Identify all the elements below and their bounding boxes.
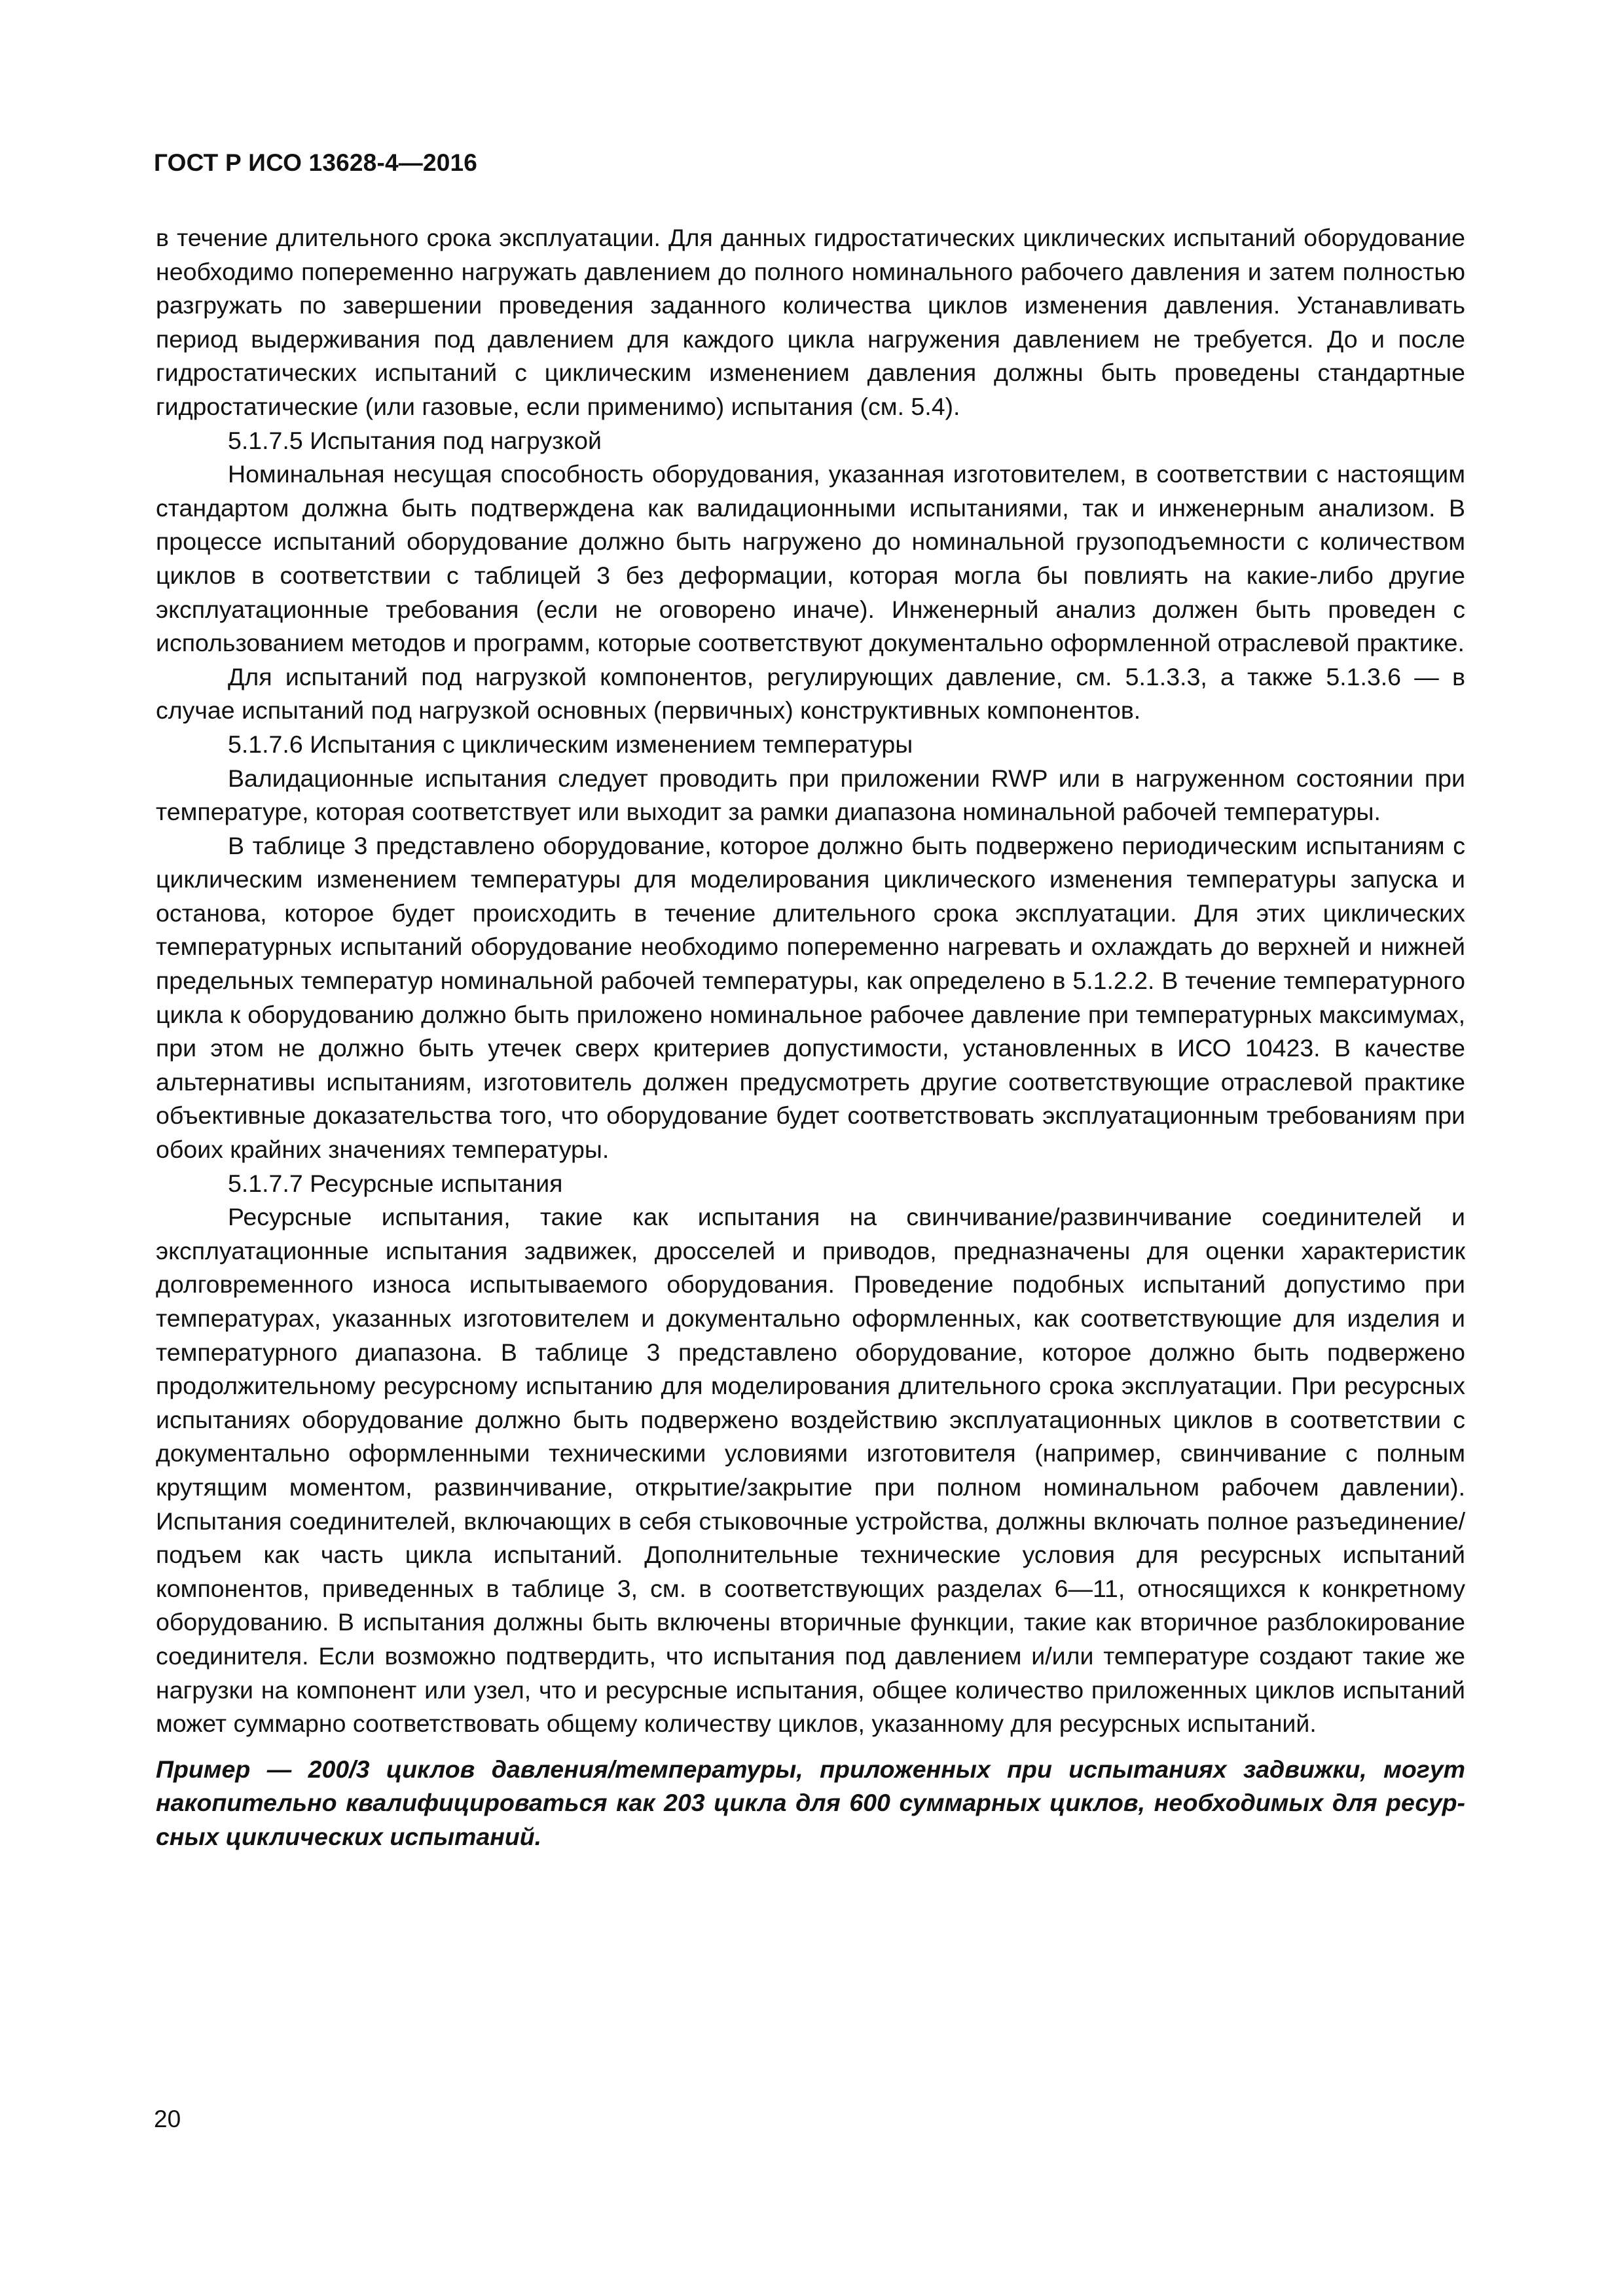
section-heading-5-1-7-7: 5.1.7.7 Ресурсные испытания [228,1169,563,1197]
paragraph-load-capacity: Номинальная несущая способность оборудования, указанная изготовителем, в соответствии с настоящим стандартом должна быть подтверждена как валидационными испытаниями, так и инженерным анализом. В процессе испытаний оборудование должно быть нагружено до номинальной грузоподъемности с количеством циклов в соответствии с таблицей 3 без деформации, которая могла бы повлиять на какие-либо другие эксплуатационные требования (если не оговорено иначе). Инженерный анализ должен быть проведен с использованием методов и программ, которые соответствуют документально оформленной отраслевой практике. [156,460,1465,657]
section-heading-5-1-7-6: 5.1.7.6 Испытания с циклическим изменением температуры [228,730,913,758]
page-number: 20 [154,2106,181,2132]
paragraph-temperature-cycling: В таблице 3 представлено оборудование, которое должно быть подвержено периодическим испытаниям с циклическим изменением температуры для моделирования циклического изменения температуры запуска и останова, которое будет происходить в течение длительного срока эксплуатации. Для этих циклических температурных испытаний оборудование необходимо попеременно нагревать и охлаждать до верхней и нижней предельных температур номинальной рабочей температуры, как определено в 5.1.2.2. В течение температурного цикла к оборудованию должно быть приложено номинальное рабочее давление при температурных максимумах, при этом не должно быть утечек сверх критериев допустимости, установленных в ИСО 10423. В качестве альтернативы испытаниям, изготовитель должен предусмотреть другие соответствующие отраслевой практике объективные доказательства того, что оборудование будет соответствовать эксплуатационным требованиям при обоих крайних значениях температуры. [156,831,1465,1164]
paragraph-load-tests-reference: Для испытаний под нагрузкой компонентов, регулирующих давление, см. 5.1.3.3, а также 5.1.3.6 — в случае испытаний под нагрузкой основных (первичных) конструктивных компонентов. [156,662,1465,725]
document-header-title: ГОСТ Р ИСО 13628-4—2016 [154,149,478,176]
paragraph-endurance-tests: Ресурсные испытания, такие как испытания на свинчивание/развинчивание соединителей и эксплуатационные испытания задвижек, дросселей и приводов, предназначены для оценки характеристик долговременного износа испытываемого оборудования. Проведение подобных испытаний допустимо при температурах, указанных изготовителем и документально оформленных, как соответствующие для изделия и температурного диапазона. В таблице 3 представлено оборудование, которое должно быть подвержено продолжительному ресурсному испытанию для моделирования длительного срока эксплуатации. При ресурсных испытаниях оборудование должно быть подвержено воздействию эксплуатационных циклов в соответствии с документально оформленными техническими условиями изготовителя (например, свинчивание с полным крутящим моментом, развинчивание, открытие/закрытие при полном номинальном рабочем давлении). Испытания соединителей, включающих в себя стыковочные устройства, должны включать полное разъединение/подъем как часть цикла испытаний. Дополнительные технические условия для ресурсных испытаний компонентов, приведенных в таблице 3, см. в соответствующих разделах 6—11, относящихся к конкретному оборудованию. В испытания должны быть включены вторичные функции, такие как вторичное разблокирование соединителя. Если возможно подтвердить, что испытания под давлением и/или температуре создают такие же нагрузки на компонент или узел, что и ресурсные испытания, общее количество приложенных циклов испытаний может суммарно соответствовать общему количеству циклов, указанному для ресурсных испытаний. [156,1203,1465,1738]
paragraph-continuation: в течение длительного срока эксплуатации. Для данных гидростатических циклических испытаний оборудование необходимо попеременно нагружать давлением до полного номинального рабочего давления и затем полностью разгружать по завершении проведения заданного количества циклов изменения давления. Устанавливать период выдерживания под давлением для каждого цикла нагружения давлением не требуется. До и после гидростатических испытаний с циклическим изменением давления должны быть проведены стандартные гидростатические (или газовые, если применимо) испытания (см. 5.4). [156,224,1465,420]
document-body [156,221,1465,1854]
example-note: Пример — 200/3 циклов давления/температуры, приложенных при испытаниях задвижки, могут накопительно квалифицироваться как 203 цикла для 600 суммарных циклов, необходимых для ресурсных циклических испытаний. [156,1755,1465,1850]
paragraph-validation-tests: Валидационные испытания следует проводить при приложении RWP или в нагруженном состоянии при температуре, которая соответствует или выходит за рамки диапазона номинальной рабочей температуры. [156,764,1465,826]
section-heading-5-1-7-5: 5.1.7.5 Испытания под нагрузкой [228,426,602,454]
